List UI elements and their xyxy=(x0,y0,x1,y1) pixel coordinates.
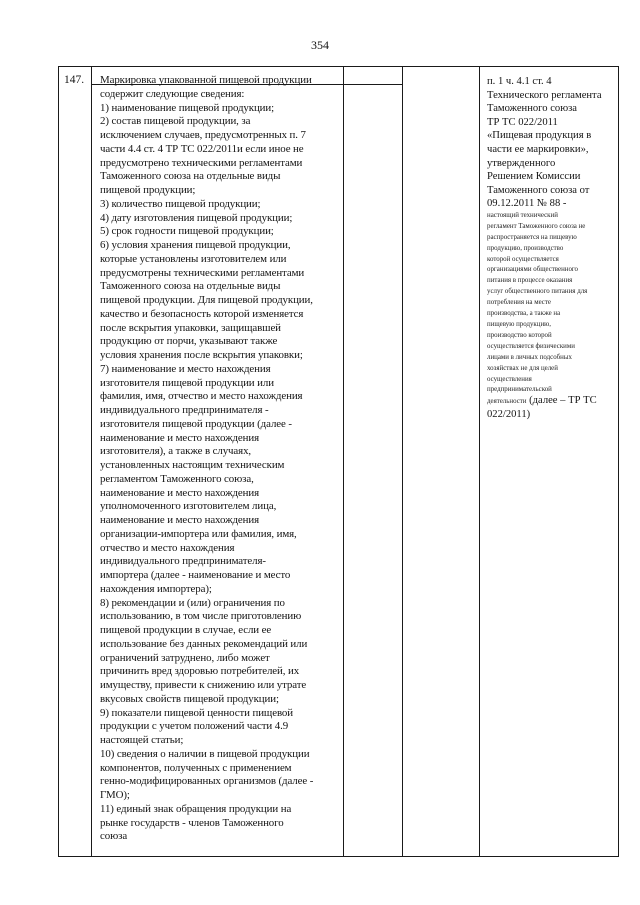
text-line: регламентом Таможенного союза, xyxy=(100,472,254,485)
text-line: производства, а также на xyxy=(487,310,561,318)
text-line: предпринимательской xyxy=(487,386,552,394)
text-line: Таможенного союза на отдельные виды xyxy=(100,170,281,183)
text-line: фамилия, имя, отчество и место нахождения xyxy=(100,390,303,403)
reference-abbrev: (далее – ТР ТС xyxy=(526,395,597,407)
requirements-table xyxy=(58,66,619,857)
text-line: наименование и место нахождения xyxy=(100,514,260,526)
text-line: производство которой xyxy=(487,331,552,339)
reference-abbrev-end: 022/2011) xyxy=(487,409,531,421)
requirement-text xyxy=(100,74,400,844)
reference-closing-line xyxy=(487,396,615,408)
text-line: предусмотрено техническими регламентами xyxy=(100,156,303,169)
text-line: 1) наименование пищевой продукции; xyxy=(100,101,275,114)
text-line: уполномоченного изготовителем лица, xyxy=(100,500,277,513)
text-line: пищевой продукции; xyxy=(100,184,196,196)
text-line: продукцию от порчи, указывают также xyxy=(100,335,278,348)
text-line: пищевой продукции. Для пищевой продукции, xyxy=(100,294,313,306)
text-line: предусмотрены техническими регламентами xyxy=(100,266,305,279)
text-line: генно-модифицированных организмов (далее - xyxy=(100,775,314,788)
text-line: 3) количество пищевой продукции; xyxy=(100,197,261,210)
text-line: Решением Комиссии xyxy=(487,171,581,183)
text-line: индивидуального предпринимателя - xyxy=(100,404,269,416)
text-line: рынке государств - членов Таможенного xyxy=(100,816,284,829)
text-line: организации-импортера или фамилия, имя, xyxy=(100,527,297,540)
text-line: ТР ТС 022/2011 xyxy=(487,116,558,128)
text-line: продукции с учетом положений части 4.9 xyxy=(100,720,289,733)
reference-note-text xyxy=(487,211,615,396)
text-line: союза xyxy=(100,830,128,843)
text-line: качество и безопасность которой изменяется xyxy=(100,307,304,320)
text-line: части ее маркировки», xyxy=(487,143,589,155)
text-line: части 4.4 ст. 4 ТР ТС 022/2011и если иное не xyxy=(100,142,304,155)
text-line: хозяйствах не для целей xyxy=(487,364,558,372)
text-line: имуществу, привести к снижению или утрате xyxy=(100,679,307,691)
text-line: организациями общественного xyxy=(487,266,578,274)
text-line: наименование и место нахождения xyxy=(100,486,260,499)
text-line: осуществляется физическими xyxy=(487,342,575,350)
text-line: изготовителя пищевой продукции или xyxy=(100,376,274,389)
text-line: настоящей статьи; xyxy=(100,734,184,746)
text-line: осуществления xyxy=(487,375,532,383)
text-line: компонентов, полученных с применением xyxy=(100,761,292,774)
text-line: 09.12.2011 № 88 - xyxy=(487,198,567,210)
text-line: Таможенного союза на отдельные виды xyxy=(100,280,281,293)
text-line: которые установлены изготовителем или xyxy=(100,252,287,265)
text-line: индивидуального предпринимателя- xyxy=(100,555,266,568)
text-line: потребления на месте xyxy=(487,299,551,307)
text-line: ГМО); xyxy=(100,789,130,801)
column-divider xyxy=(91,67,92,856)
text-line: наименование и место нахождения xyxy=(100,431,260,444)
page-number: 354 xyxy=(311,38,329,52)
text-line: 4) дату изготовления пищевой продукции; xyxy=(100,211,293,224)
text-line: питания в процессе оказания xyxy=(487,277,573,285)
text-line: изготовителя пищевой продукции (далее - xyxy=(100,417,292,430)
text-line: условия хранения после вскрытия упаковки; xyxy=(100,349,303,361)
text-line: распространяется на пищевую xyxy=(487,233,577,241)
reference-main-text xyxy=(487,75,615,211)
text-line: установленных настоящим техническим xyxy=(100,459,285,471)
text-line: импортера (далее - наименование и место xyxy=(100,569,291,581)
text-line: Маркировка упакованной пищевой продукции xyxy=(100,74,312,86)
text-line: Таможенного союза от xyxy=(487,184,590,196)
text-line: лицами в личных подсобных xyxy=(487,353,572,361)
text-line: п. 1 ч. 4.1 ст. 4 xyxy=(487,76,552,87)
text-line: отчество и место нахождения xyxy=(100,541,235,554)
text-line: нахождения импортера); xyxy=(100,582,212,595)
text-line: регламент Таможенного союза не xyxy=(487,222,586,230)
text-line: вкусовых свойств пищевой продукции; xyxy=(100,692,279,705)
text-line: содержит следующие сведения: xyxy=(100,87,245,100)
text-line: после вскрытия упаковки, защищавшей xyxy=(100,321,281,334)
text-line: 5) срок годности пищевой продукции; xyxy=(100,225,274,238)
text-line: настоящий технический xyxy=(487,211,558,219)
text-line: 2) состав пищевой продукции, за xyxy=(100,115,251,128)
reference-note-end: деятельности xyxy=(487,398,527,406)
text-line: «Пищевая продукция в xyxy=(487,130,592,142)
text-line: использованию, в том числе приготовлению xyxy=(100,610,302,623)
column-divider xyxy=(402,67,403,856)
text-line: утвержденного xyxy=(487,157,556,169)
text-line: 8) рекомендации и (или) ограничения по xyxy=(100,596,285,609)
text-line: Таможенного союза xyxy=(487,103,577,115)
text-line: которой осуществляется xyxy=(487,255,559,263)
row-number: 147. xyxy=(64,74,85,86)
column-divider xyxy=(479,67,480,856)
text-line: использование без данных рекомендаций или xyxy=(100,637,308,650)
text-line: услуг общественного питания для xyxy=(487,288,588,296)
text-line: 9) показатели пищевой ценности пищевой xyxy=(100,706,293,719)
text-line: причинить вред здоровью потребителей, их xyxy=(100,665,300,678)
text-line: 6) условия хранения пищевой продукции, xyxy=(100,239,291,251)
text-line: исключением случаев, предусмотренных п. 7 xyxy=(100,129,306,141)
text-line: 11) единый знак обращения продукции на xyxy=(100,802,292,815)
text-line: ограничений затруднено, либо может xyxy=(100,651,270,664)
text-line: изготовителя), а также в случаях, xyxy=(100,445,252,458)
text-line: продукцию, производство xyxy=(487,244,564,252)
text-line: Технического регламента xyxy=(487,89,602,101)
text-line: пищевую продукцию, xyxy=(487,321,551,328)
text-line: 7) наименование и место нахождения xyxy=(100,362,271,375)
legal-reference xyxy=(487,75,615,422)
text-line: пищевой продукции в случае, если ее xyxy=(100,624,272,636)
text-line: 10) сведения о наличии в пищевой продукции xyxy=(100,747,310,760)
